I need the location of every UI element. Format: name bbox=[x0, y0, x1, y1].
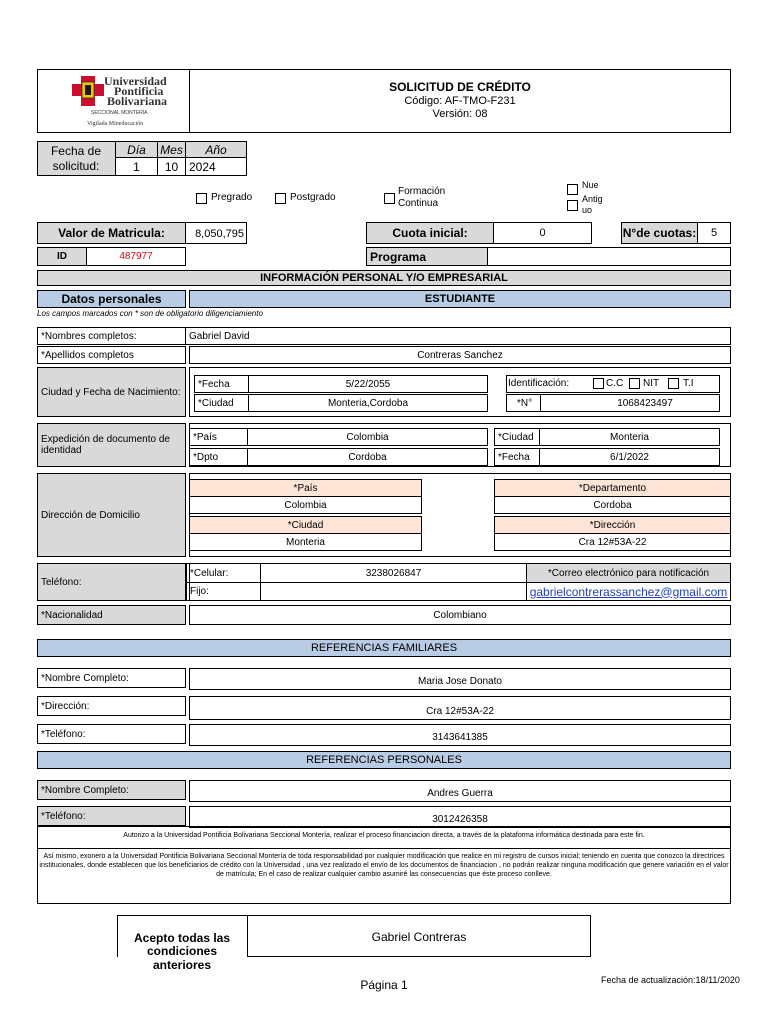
university-logo bbox=[70, 74, 190, 130]
pais-exp-field[interactable]: Colombia bbox=[247, 428, 488, 446]
ref-per-nombre-field[interactable]: Andres Guerra bbox=[189, 780, 731, 802]
estudiante-header: ESTUDIANTE bbox=[189, 290, 731, 308]
dia-value: 1 bbox=[133, 160, 140, 174]
ref-per-telefono-field[interactable]: 3012426358 bbox=[189, 806, 731, 828]
dpto-exp-field[interactable]: Cordoba bbox=[247, 448, 488, 466]
correo-label: *Correo electrónico para notificación bbox=[526, 563, 731, 583]
acceptance-label-1: Acepto todas las bbox=[133, 931, 231, 945]
update-date: Fecha de actualización:18/11/2020 bbox=[601, 975, 740, 985]
nuevo-label: Nue bbox=[582, 180, 599, 190]
dom-depto-field[interactable]: Cordoba bbox=[494, 496, 731, 514]
acceptance-bottom bbox=[247, 956, 591, 957]
cuota-inicial-label: Cuota inicial: bbox=[366, 222, 494, 244]
logo-vigilada: Vigilada Mineducación bbox=[87, 121, 144, 127]
domicilio-label: Dirección de Domicilio bbox=[37, 473, 186, 557]
ref-fam-direccion-label: *Dirección: bbox=[37, 696, 186, 716]
cc-label: C.C bbox=[606, 378, 624, 389]
dom-pais-label: *País bbox=[189, 479, 422, 497]
nuevo-checkbox[interactable] bbox=[567, 184, 578, 195]
shield-icon bbox=[70, 74, 106, 108]
mes-value: 10 bbox=[164, 160, 179, 174]
section-personal-info: INFORMACIÓN PERSONAL Y/O EMPRESARIAL bbox=[37, 270, 731, 286]
ti-label: T.I bbox=[683, 378, 694, 389]
fecha-nac-field[interactable]: 5/22/2055 bbox=[248, 375, 488, 393]
telefono-label: Teléfono: bbox=[37, 563, 186, 601]
num-cuotas-value[interactable]: 5 bbox=[697, 222, 731, 244]
nombres-label: *Nombres completos: bbox=[37, 327, 186, 345]
ref-per-telefono-label: *Teléfono: bbox=[37, 806, 186, 826]
nacimiento-label: Ciudad y Fecha de Nacimiento: bbox=[37, 367, 186, 417]
nacionalidad-field[interactable]: Colombiano bbox=[189, 605, 731, 625]
dom-direccion-field[interactable]: Cra 12#53A-22 bbox=[494, 533, 731, 551]
anio-value: 2024 bbox=[189, 160, 216, 174]
postgrado-label: Postgrado bbox=[290, 192, 336, 203]
ciudad-exp-field[interactable]: Monteria bbox=[539, 428, 720, 446]
celular-field[interactable]: 3238026847 bbox=[260, 563, 527, 583]
valor-matricula-label: Valor de Matricula: bbox=[37, 222, 186, 244]
ciudad-exp-label: *Ciudad bbox=[494, 428, 540, 446]
logo-text-3: Bolivariana bbox=[107, 94, 168, 108]
logo-text-2: Pontificia bbox=[114, 84, 164, 98]
fijo-field[interactable] bbox=[260, 582, 527, 601]
nit-checkbox[interactable] bbox=[629, 378, 640, 389]
date-label: Fecha de solicitud: bbox=[50, 144, 102, 173]
anio-label: Año bbox=[205, 143, 227, 157]
valor-matricula-value: 8,050,795 bbox=[195, 228, 244, 240]
antiguo-label-2: uo bbox=[582, 205, 593, 215]
pregrado-label: Pregrado bbox=[211, 192, 253, 203]
acceptance-label-2: condiciones anteriores bbox=[146, 944, 217, 972]
celular-label: *Celular: bbox=[186, 563, 261, 583]
formacion-label-1: Formación bbox=[398, 186, 446, 197]
expedicion-label: Expedición de documento de identidad bbox=[37, 423, 186, 467]
identificacion-label: Identificación: bbox=[508, 378, 570, 389]
fijo-label: Fijo: bbox=[186, 582, 261, 601]
num-cuotas-label: N°de cuotas: bbox=[621, 222, 698, 244]
ref-fam-nombre-label: *Nombre Completo: bbox=[37, 668, 186, 688]
postgrado-checkbox[interactable] bbox=[275, 193, 286, 204]
fecha-exp-field[interactable]: 6/1/2022 bbox=[539, 448, 720, 466]
form-version: Versión: 08 bbox=[432, 108, 488, 120]
legal-divider bbox=[37, 848, 731, 849]
dom-ciudad-label: *Ciudad bbox=[189, 516, 422, 534]
autorizo-text: Autorizo a la Universidad Pontificia Bolivariana Seccional Montería, realizar el proceso financiacion directa, a través de la plataforma informática destinada para este fin. bbox=[123, 832, 645, 839]
antiguo-checkbox[interactable] bbox=[567, 200, 578, 211]
id-label: ID bbox=[37, 247, 87, 266]
ciudad-nac-field[interactable]: Monteria,Cordoba bbox=[248, 394, 488, 412]
ref-fam-telefono-label: *Teléfono: bbox=[37, 724, 186, 744]
programa-label: Programa bbox=[366, 247, 488, 266]
dpto-exp-label: *Dpto bbox=[189, 448, 248, 466]
ref-familiares-header: REFERENCIAS FAMILIARES bbox=[37, 639, 731, 657]
antiguo-label-1: Antig bbox=[582, 194, 603, 204]
cuota-inicial-value[interactable]: 0 bbox=[493, 222, 592, 244]
nit-label: NIT bbox=[643, 378, 660, 389]
dom-pais-field[interactable]: Colombia bbox=[189, 496, 422, 514]
dom-direccion-label: *Dirección bbox=[494, 516, 731, 534]
formacion-checkbox[interactable] bbox=[384, 193, 395, 204]
fecha-nac-label: *Fecha bbox=[194, 375, 249, 393]
programa-value[interactable] bbox=[487, 247, 731, 266]
ti-checkbox[interactable] bbox=[668, 378, 679, 389]
fecha-exp-label: *Fecha bbox=[494, 448, 540, 466]
ref-fam-nombre-field[interactable]: Maria Jose Donato bbox=[189, 668, 731, 690]
dom-ciudad-field[interactable]: Monteria bbox=[189, 533, 422, 551]
dia-label: Día bbox=[127, 143, 146, 157]
cc-checkbox[interactable] bbox=[593, 378, 604, 389]
ref-per-nombre-label: *Nombre Completo: bbox=[37, 780, 186, 800]
pais-exp-label: *País bbox=[189, 428, 248, 446]
dom-depto-label: *Departamento bbox=[494, 479, 731, 497]
numero-doc-field[interactable]: 1068423497 bbox=[540, 394, 720, 412]
numero-doc-label: *N° bbox=[506, 394, 541, 412]
formacion-label-2: Continua bbox=[398, 198, 439, 209]
page-number: Página 1 bbox=[360, 978, 408, 992]
id-value[interactable]: 487977 bbox=[86, 247, 186, 266]
ref-fam-telefono-field[interactable]: 3143641385 bbox=[189, 724, 731, 746]
form-title: SOLICITUD DE CRÉDITO bbox=[389, 80, 531, 94]
mes-label: Mes bbox=[160, 143, 183, 157]
nacionalidad-label: *Nacionalidad bbox=[37, 605, 186, 625]
pregrado-checkbox[interactable] bbox=[196, 193, 207, 204]
logo-seccional: SECCIONAL MONTERÍA bbox=[91, 110, 148, 116]
ref-fam-direccion-field[interactable]: Cra 12#53A-22 bbox=[189, 696, 731, 720]
logo-text-1: Universidad bbox=[104, 74, 167, 88]
form-code: Código: AF-TMO-F231 bbox=[404, 95, 516, 107]
ciudad-nac-label: *Ciudad bbox=[194, 394, 249, 412]
correo-field[interactable]: gabrielcontrerassanchez@gmail.com bbox=[526, 582, 731, 601]
exonero-text: Así mismo, exonero a la Universidad Pontificia Bolivariana Seccional Montería de toda responsabilidad por cualquier modificación que realice en mi registro de cursos inicial; teniendo en cuenta que conozco la directrices institucionales, donde establecen que los beneficiarios de crédito con la Universidad , una vez realizado el envío de los documentos de financiacion , no podrán realizar ninguna modificación que genere variación en el valor de matrícula; En el caso de realizar cualquier cambio asumiré las consecuencias que éste proceso conlleve. bbox=[39, 853, 729, 878]
apellidos-field[interactable]: Contreras Sanchez bbox=[189, 346, 731, 364]
ref-personales-header: REFERENCIAS PERSONALES bbox=[37, 751, 731, 769]
required-note: Los campos marcados con * son de obligatorio diligenciamiento bbox=[37, 309, 263, 318]
apellidos-label: *Apellidos completos bbox=[37, 346, 186, 364]
nombres-field[interactable]: Gabriel David bbox=[185, 327, 731, 345]
signature-field[interactable]: Gabriel Contreras bbox=[371, 930, 467, 944]
datos-personales-header: Datos personales bbox=[37, 290, 186, 308]
